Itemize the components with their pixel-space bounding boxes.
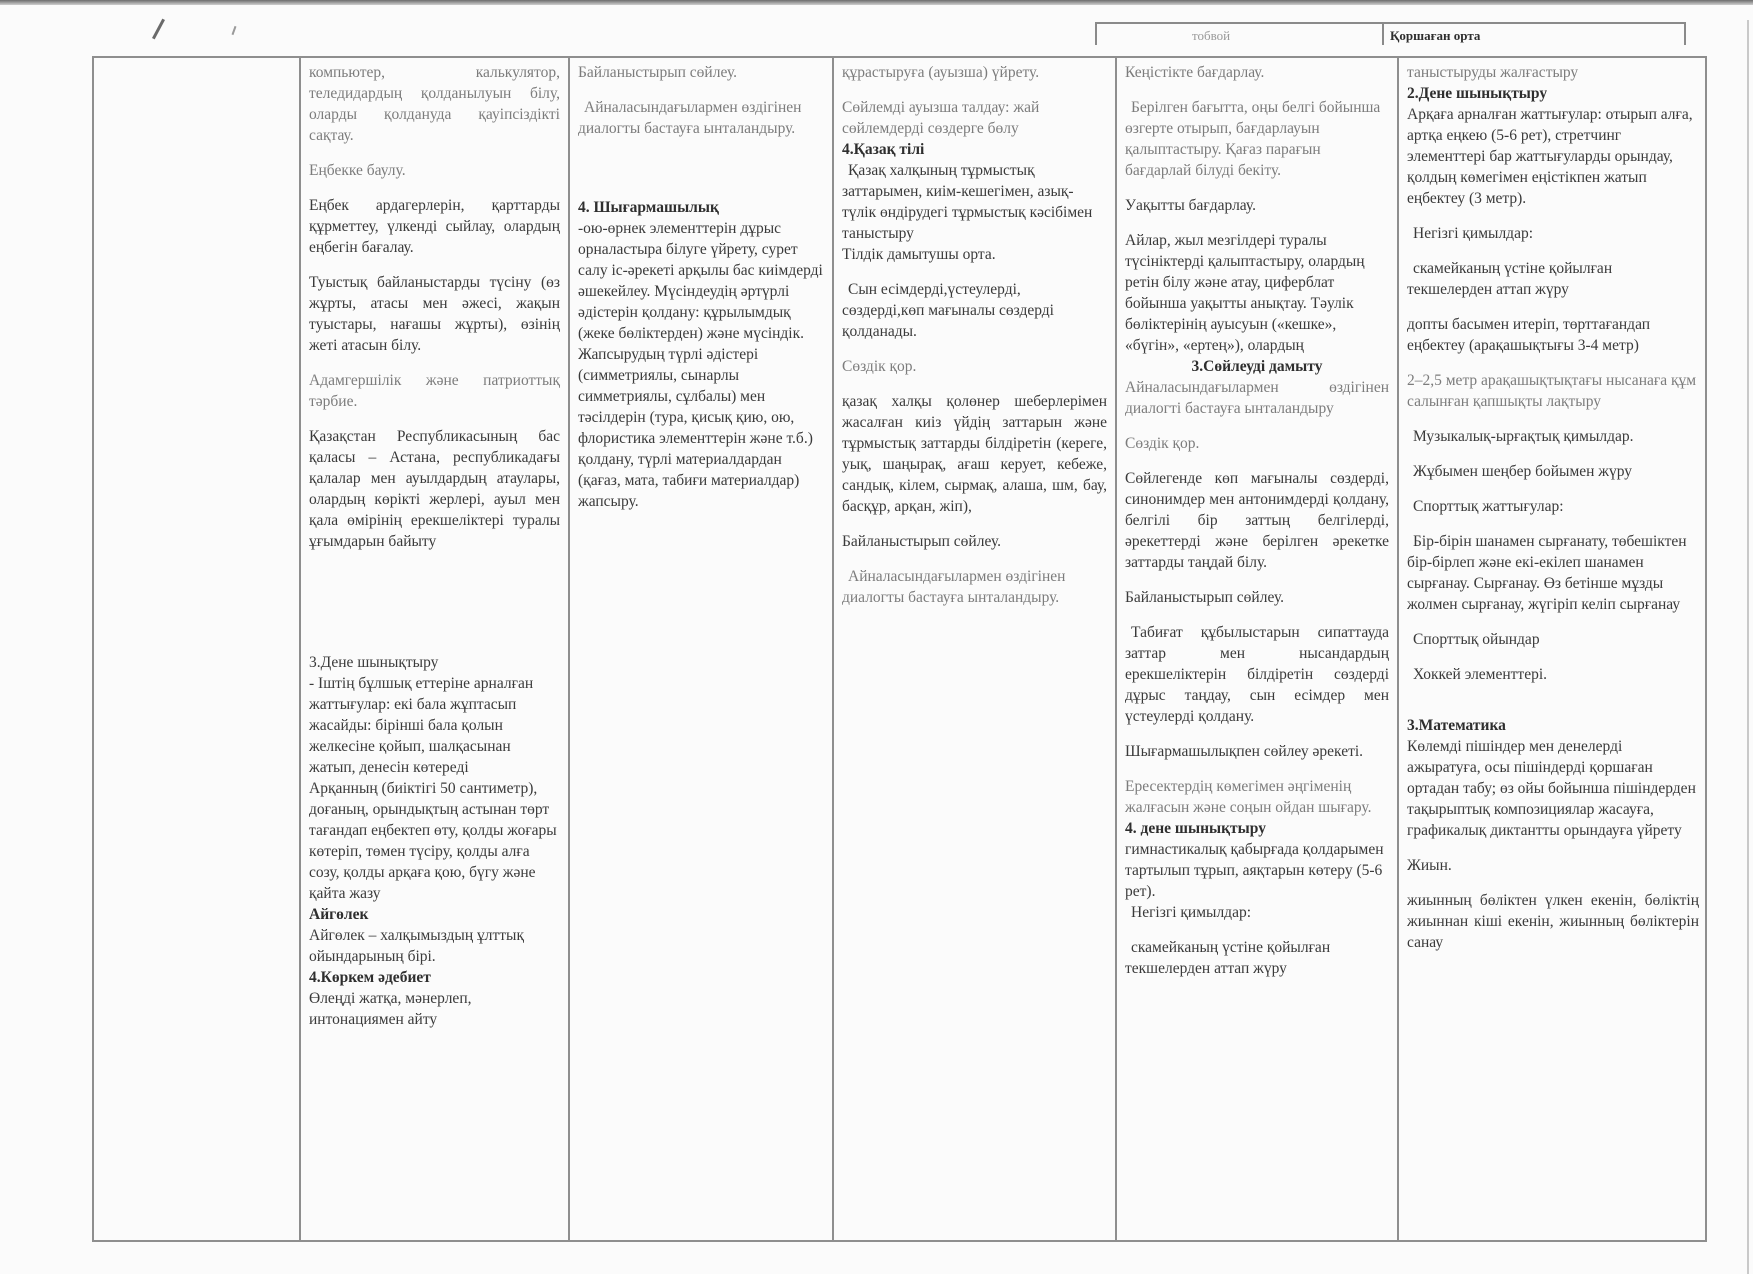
pen-mark-small [232, 26, 237, 35]
text-paragraph: жиынның бөліктен үлкен екенін, бөліктің жиыннан кіші екенін, жиынның бөліктерін санау [1407, 892, 1699, 951]
header-cell-left [1095, 22, 1384, 45]
text-paragraph: -ою-өрнек элементтерін дұрыс орналастыра білуге үйрету, сурет салу іс-әрекеті арқылы бас киімдерді әшекейлеу. Мүсіндеудің әртүрлі әдістерін қолдану: құрылымдық (жеке бөліктерден) және мүсіндік. Жапсырудың түрлі әдістері (симметриялы, сынарлы симметриялы, сұлбалы) мен тәсілдерін (тура, қисық қию, ою, флористика элементтерін және т.б.) қолдану, түрлі материалдардан (қағаз, мата, табиғи материалдар) жапсыру. [578, 220, 823, 510]
text-paragraph: Кеңістікте бағдарлау. [1125, 64, 1265, 81]
text-paragraph: Сөздік қор. [842, 358, 917, 375]
text-paragraph: Сөйлемді ауызша талдау: жай сөйлемдерді сөздерге бөлу [842, 99, 1040, 137]
text-paragraph: Байланыстырып сөйлеу. [842, 533, 1002, 550]
text-paragraph: Айгөлек – халқымыздың ұлттық ойындарының бірі. [309, 927, 524, 965]
text-paragraph: Арқаға арналған жаттығулар: отырып алға, артқа еңкею (5-6 рет), стретчинг элементтері бар жаттығуларды орындау, қолдың көмегімен еңістікпен жатып еңбектеу (3 метр). [1407, 106, 1693, 207]
text-paragraph: Қазақстан Республикасының бас қаласы – Астана, республикадағы қалалар мен ауылдардың атаулары, олардың көрікті жерлері, ауыл мен қала өмірінің ерекшеліктері туралы ұғымдарын байыту [309, 428, 560, 550]
text-paragraph: Еңбекке баулу. [309, 162, 406, 179]
section-heading: 4. дене шынықтыру [1125, 820, 1266, 837]
column-1 [299, 58, 568, 1240]
text-paragraph: Жұбымен шеңбер бойымен жүру [1413, 463, 1633, 480]
text-paragraph: Қазақ халқының тұрмыстық заттарымен, киім-кешегімен, азық-түлік өндірудегі тұрмыстық кәсібімен таныстыру [842, 162, 1093, 242]
text-paragraph: скамейканың үстіне қойылған текшелерден аттап жүру [1407, 260, 1613, 298]
text-paragraph: Спорттық ойындар [1413, 631, 1540, 648]
header-cell-left-text: тобвой [1192, 28, 1231, 43]
text-paragraph: Хоккей элементтері. [1413, 666, 1548, 683]
text-paragraph: Өлеңді жатқа, мәнерлеп, интонациямен айту [309, 990, 472, 1028]
text-paragraph: Спорттық жаттығулар: [1413, 498, 1564, 515]
text-paragraph: таныстыруды жалғастыру [1407, 64, 1579, 81]
section-heading: 2.Дене шынықтыру [1407, 85, 1548, 102]
section-heading: Айгөлек [309, 906, 369, 923]
text-paragraph: құрастыруға (ауызша) үйрету. [842, 64, 1040, 81]
text-paragraph: допты басымен итеріп, төрттағандап еңбектеу (арақашықтығы 3-4 метр) [1407, 316, 1651, 354]
column-3 [832, 58, 1115, 1240]
section-heading: 4. Шығармашылық [578, 199, 719, 216]
text-paragraph: Еңбек ардагерлерін, қарттарды құрметтеу, үлкенді сыйлау, олардың еңбегін бағалау. [309, 197, 560, 256]
text-paragraph: қазақ халқы қолөнер шеберлерімен жасалған киіз үйдің заттарын және тұрмыстық заттарды білдіретін (кереге, уық, шаңырақ, ағаш керует, кебеже, сандық, кілем, сырмақ, алаша, шм, бау, басқұр, арқан, жіп), [842, 393, 1107, 515]
text-paragraph: Негізгі қимылдар: [1131, 904, 1252, 921]
scan-right-edge [1747, 20, 1749, 1274]
text-paragraph: компьютер, калькулятор, теледидардың қолданылуын білу, оларды қолдануда қауіпсіздікті сақтау. [309, 64, 560, 144]
text-paragraph: Негізгі қимылдар: [1413, 225, 1534, 242]
section-heading: 4.Көркем әдебиет [309, 969, 431, 986]
section-heading: 4.Қазақ тілі [842, 141, 925, 158]
text-paragraph: Сөйлегенде көп мағыналы сөздерді, синонимдер мен антонимдерді қолдану, белгілі бір заттың белгілерді, әрекеттерді және берілген әрекетке заттарды таңдай білу. [1125, 470, 1389, 571]
column-2 [568, 58, 832, 1240]
section-heading: 3.Математика [1407, 717, 1506, 734]
text-paragraph: - Іштің бұлшық еттеріне арналған жаттығулар: екі бала жұптасып жасайды: бірінші бала қолын желкесіне қойып, шалқасынан жатып, денесін көтереді [309, 675, 534, 776]
text-paragraph: Адамгершілік және патриоттық тәрбие. [309, 372, 560, 410]
header-cell-environment-text: Қоршаған орта [1390, 28, 1481, 43]
column-4 [1115, 58, 1397, 1240]
text-paragraph: Музыкалық-ырғақтық қимылдар. [1413, 428, 1634, 445]
text-paragraph: 2–2,5 метр арақашықтықтағы нысанаға құм салынған қапшықты лақтыру [1407, 372, 1697, 410]
text-paragraph: Айналасындағылармен өздігінен диалогты бастауға ынталандыру. [842, 568, 1066, 606]
text-paragraph: Ересектердің көмегімен әңгіменің жалғасын және соңын ойдан шығару. [1125, 778, 1372, 816]
text-paragraph: Сын есімдерді,үстеулерді, сөздерді,көп мағыналы сөздерді қолданады. [842, 281, 1054, 340]
text-paragraph: Уақытты бағдарлау. [1125, 197, 1256, 214]
column-5 [1397, 58, 1707, 1240]
text-paragraph: Айналасындағылармен өздігінен диалогты бастауға ынталандыру. [578, 99, 802, 137]
text-paragraph: Байланыстырып сөйлеу. [578, 64, 738, 81]
text-paragraph: Айналасындағылармен өздігінен диалогті бастауға ынталандыру [1125, 379, 1389, 417]
section-heading: 3.Сөйлеуді дамыту [1191, 358, 1323, 375]
text-paragraph: Айлар, жыл мезгілдері туралы түсініктерді қалыптастыру, олардың ретін білу және атау, циферблат бойынша уақытты анықтау. Тәулік бөліктерінің ауысуын («кешке», «бүгін», «ертең»), олардың [1125, 232, 1365, 354]
text-paragraph: Бір-бірін шанамен сырғанату, төбешіктен бір-бірлеп және екі-екілеп шанамен сырғанау. Сырғанау. Өз бетінше мұзды жолмен сырғанау, жүгіріп келіп сырғанау [1407, 533, 1687, 613]
text-paragraph: Шығармашылықпен сөйлеу әрекеті. [1125, 743, 1364, 760]
column-0 [94, 58, 299, 1240]
text-paragraph: Арқанның (биіктігі 50 сантиметр), доғаның, орындықтың астынан төрт тағандап еңбектеп өту, қолды жоғары көтеріп, төмен түсіру, қолды алға созу, қолды арқаға қою, бүгу және қайта жазу [309, 780, 557, 902]
text-paragraph: гимнастикалық қабырғада қолдарымен тартылып тұрып, аяқтарын көтеру (5-6 рет). [1125, 841, 1384, 900]
text-paragraph: скамейканың үстіне қойылған текшелерден аттап жүру [1125, 939, 1331, 977]
text-paragraph: Сөздік қор. [1125, 435, 1200, 452]
text-paragraph: Тілдік дамытушы орта. [842, 246, 996, 263]
text-paragraph: Табиғат құбылыстарын сипаттауда заттар мен нысандардың ерекшеліктерін білдіретін сөздерді дұрыс таңдау, сын есімдер мен үстеулерді қолдану. [1125, 624, 1389, 725]
text-paragraph: Байланыстырып сөйлеу. [1125, 589, 1285, 606]
pen-mark [152, 19, 165, 40]
scan-top-edge [0, 0, 1753, 5]
text-paragraph: Көлемді пішіндер мен денелерді ажыратуға, осы пішіндерді қоршаған ортадан табу; өз ойы бойынша пішіндерден тақырыптық композициялар жасауға, графикалық диктантты орындауға үйрету [1407, 738, 1696, 839]
text-paragraph: Туыстық байланыстарды түсіну (өз жұрты, атасы мен әжесі, жақын туыстары, нағашы жұрты), өзінің жеті атасын білу. [309, 274, 560, 354]
text-paragraph: Жиын. [1407, 857, 1452, 874]
plan-table [92, 56, 1707, 1242]
section-heading: 3.Дене шынықтыру [309, 654, 439, 671]
text-paragraph: Берілген бағытта, оңы белгі бойынша өзгерте отырып, бағдарлауын қалыптастыру. Қағаз парағын бағдарлай білуді бекіту. [1125, 99, 1381, 179]
header-cell-environment [1382, 22, 1686, 45]
